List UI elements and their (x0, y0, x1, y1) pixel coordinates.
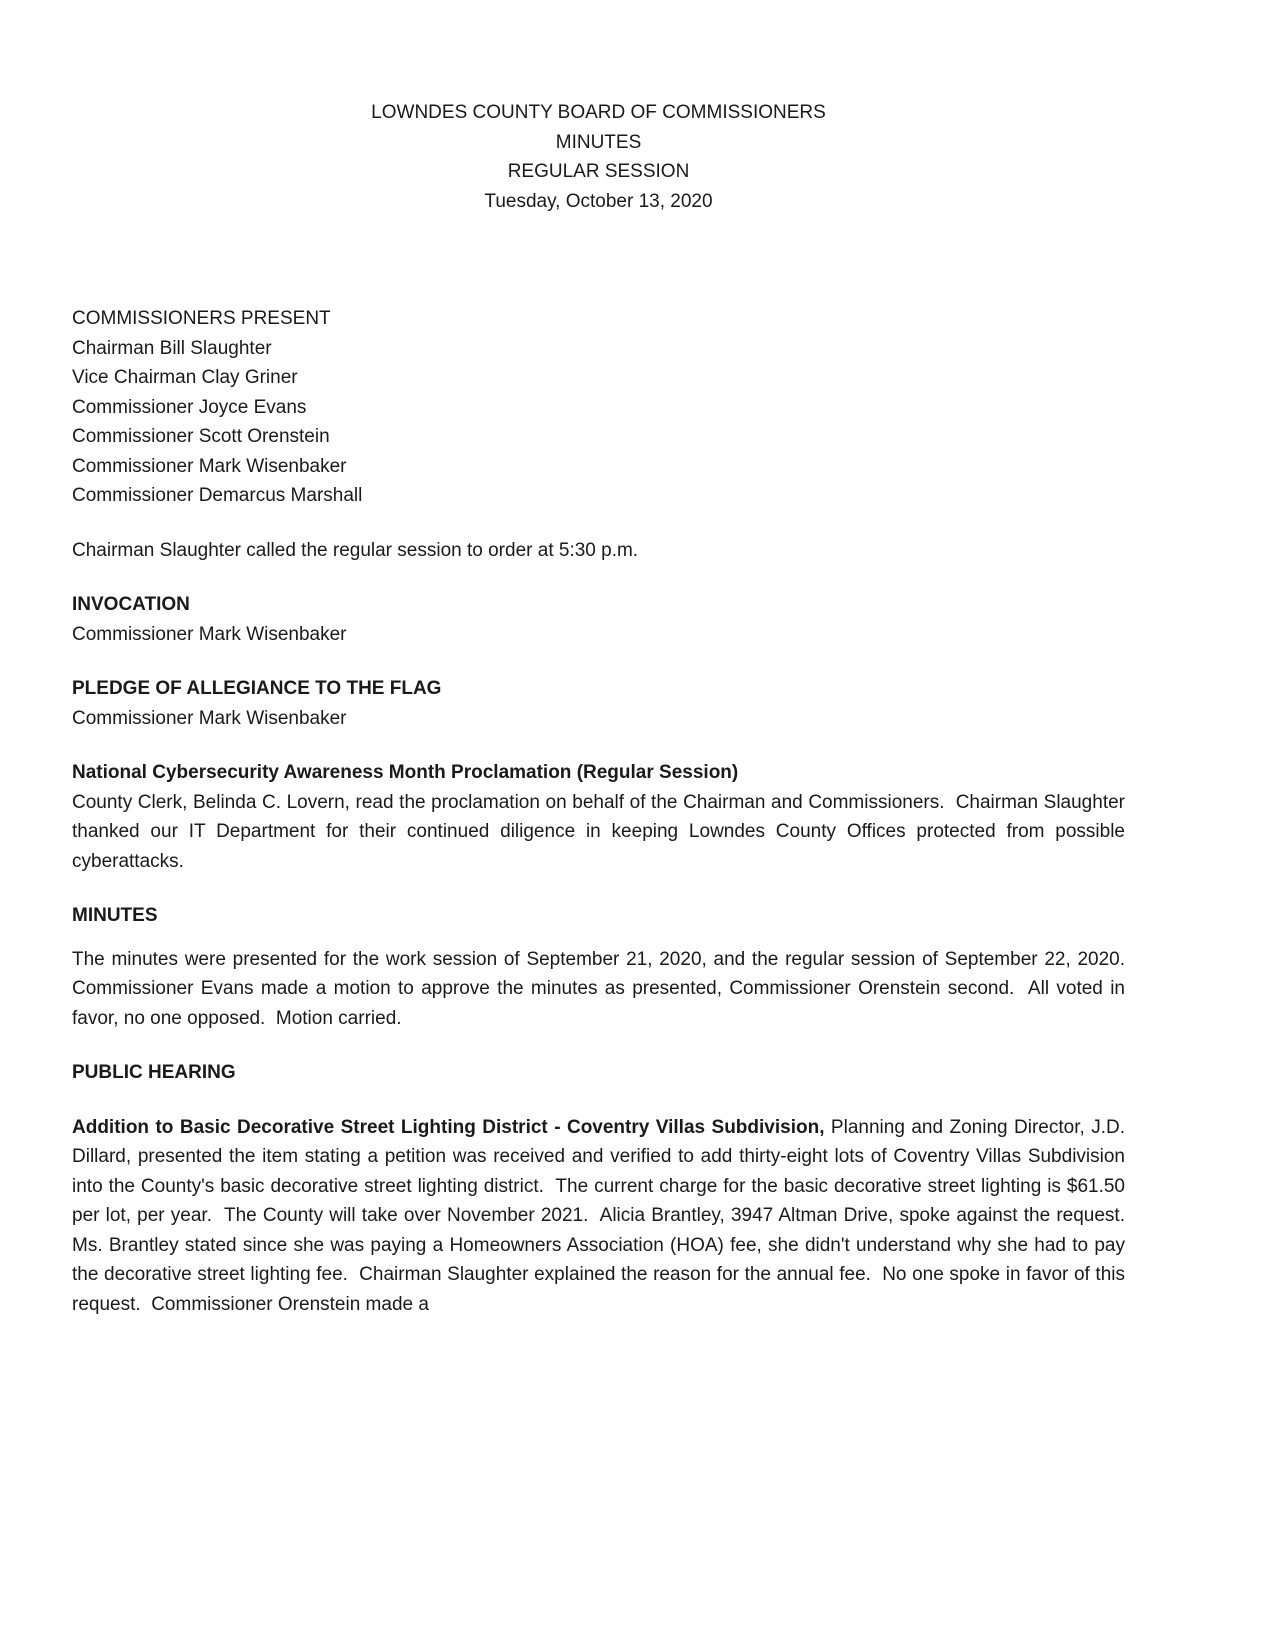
proclamation-heading: National Cybersecurity Awareness Month Proclamation (Regular Session) (72, 762, 739, 783)
minutes-heading: MINUTES (72, 905, 158, 926)
call-to-order-text: Chairman Slaughter called the regular session to order at 5:30 p.m. (72, 539, 639, 561)
pledge-heading: PLEDGE OF ALLEGIANCE TO THE FLAG (72, 678, 442, 699)
pledge-body: Commissioner Mark Wisenbaker (72, 707, 347, 729)
minutes-body: The minutes were presented for the work session of September 21, 2020, and the regular session of September 22, 2020. Commissioner Evans made a motion to approve the minutes as presented, Commissioner Orenstein second. All voted in favor, no one opposed. Motion carried. (72, 948, 1136, 1029)
commissioner-name: Vice Chairman Clay Griner (72, 367, 298, 388)
commissioners-present-section (72, 304, 1125, 511)
public-hearing-item-title: Addition to Basic Decorative Street Lighting District - Coventry Villas Subdivision, (72, 1116, 825, 1138)
public-hearing-section (72, 1058, 1136, 1319)
minutes-section (72, 901, 1136, 1033)
commissioner-name: Commissioner Demarcus Marshall (72, 485, 363, 506)
header-session-date: Tuesday, October 13, 2020 (484, 190, 713, 212)
document-header (72, 98, 1125, 216)
header-doc-type: MINUTES (555, 131, 642, 153)
invocation-heading: INVOCATION (72, 594, 190, 615)
commissioner-name: Commissioner Mark Wisenbaker (72, 455, 347, 477)
commissioners-list (72, 334, 1125, 511)
public-hearing-heading: PUBLIC HEARING (72, 1062, 236, 1083)
invocation-body: Commissioner Mark Wisenbaker (72, 623, 347, 645)
invocation-section (72, 590, 1125, 649)
header-org-title: LOWNDES COUNTY BOARD OF COMMISSIONERS (371, 102, 826, 123)
commissioners-present-heading: COMMISSIONERS PRESENT (72, 308, 331, 329)
commissioner-name: Commissioner Scott Orenstein (72, 426, 330, 447)
proclamation-body: County Clerk, Belinda C. Lovern, read the proclamation on behalf of the Chairman and Commissioners. Chairman Slaughter thanked our IT Department for their continued diligence in keeping Lowndes County Offices protected from possible cyberattacks. (72, 791, 1131, 872)
pledge-section (72, 674, 1125, 733)
commissioner-name: Commissioner Joyce Evans (72, 396, 307, 418)
proclamation-section (72, 758, 1131, 876)
public-hearing-item (72, 1113, 1136, 1320)
header-session-type: REGULAR SESSION (507, 161, 690, 182)
public-hearing-item-text: Planning and Zoning Director, J.D. Dillard, presented the item stating a petition was received and verified to add thirty-eight lots of Coventry Villas Subdivision into the County's basic decorative street lighting district. The current charge for the basic decorative street lighting is $61.50 per lot, per year. The County will take over November 2021. Alicia Brantley, 3947 Altman Drive, spoke against the request. Ms. Brantley stated since she was paying a Homeowners Association (HOA) fee, she didn't understand why she had to pay the decorative street lighting fee. Chairman Slaughter explained the reason for the annual fee. No one spoke in favor of this request. Commissioner Orenstein made a (72, 1116, 1136, 1315)
commissioner-name: Chairman Bill Slaughter (72, 337, 272, 359)
